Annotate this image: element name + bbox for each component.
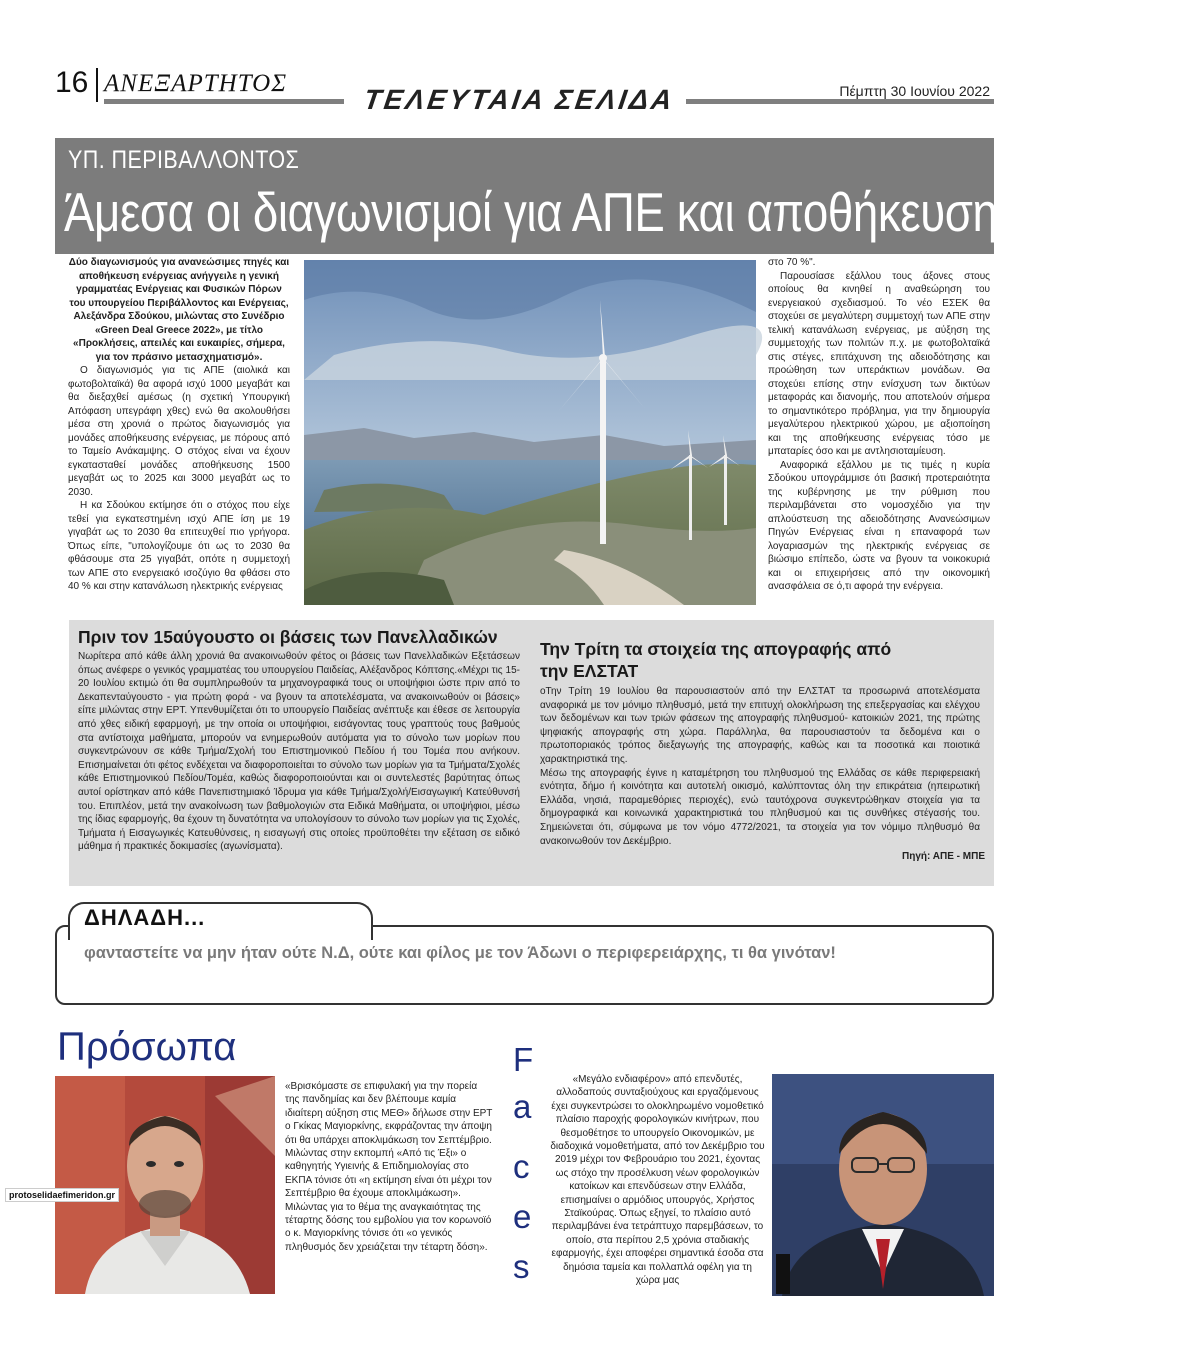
face-right-text: «Μεγάλο ενδιαφέρον» από επενδυτές, αλλοδαπούς συνταξιούχους και εργαζόμενους έχει συγκεντρώσει το ολοκληρωμένο νομοθετικό πλαίσιο παροχής φορολογικών κινήτρων, που θεσμοθέτησε το υπουργείο Οικονομικών, με διαδοχικά νομοθετήματα, από τον Δεκέμβριο του 2019 μέχρι τον Φεβρουάριο του 2021, έχοντας ως στόχο την προσέλκυση νέων φορολογικών κατοίκων και επενδύσεων στην Ελλάδα, επισημαίνει ο αρμόδιος υπουργός, Χρήστος Σταϊκούρας. Όπως εξηγεί, το πλαίσιο αυτό περιλαμβάνει ένα τετράπτυχο παρεμβάσεων, το οποίο, στα περίπου 2,5 χρόνια σταδιακής εφαρμογής, έχει αποφέρει σημαντικά έσοδα στα δημόσια ταμεία και πολλαπλά οφέλη για τη χώρα μας [550,1074,765,1287]
news-left-body: Νωρίτερα από κάθε άλλη χρονιά θα ανακοινωθούν φέτος οι βάσεις των Πανελλαδικών Εξετάσεων όπως ανέφερε ο γενικός γραμματέας του υπουργείου Παιδείας, Αλέξανδρος Κόπτσης.«Μέχρι τις 15-20 Ιουλίου εκτιμώ ότι θα συμπληρωθούν τα μηχανογραφικά τους οι υποψήφιοι ώστε πριν από το Δεκαπενταύγουστο - για πρώτη φορά - να βγουν τα αποτελέσματα, να ανακοινωθούν οι βάσεις» είπε μιλώντας στην ΕΡΤ. Υπενθυμίζεται ότι το υπουργείο Παιδείας ανέπτυξε και έθεσε σε λειτουργία από χθες ειδική εφαρμογή, με την οποία οι υποψήφιοι, εισάγοντας τους γραπτούς τους βαθμούς στα αντίστοιχα μαθήματα, μπορούν να ενημερωθούν αυτόματα για το σύνολο των μορίων που συγκεντρώνουν σε κάθε Τμήμα/Σχολή του Επιστημονικού Πεδίου ή του Τομέα που ανήκουν. Επισημαίνεται ότι φέτος ενδέχεται να διαφοροποιείται το σύνολο των μορίων για τα Τμήματα/Σχολές κάθε Επιστημονικού Πεδίου/Τομέα, καθώς διαφοροποιούνται και οι συντελεστές βαρύτητας όπως αυτοί ορίστηκαν από κάθε Πανεπιστημιακό Ίδρυμα για κάθε Τμήμα/Σχολή/Εισαγωγική Κατεύθυνσή του. Επιπλέον, μετά την ανακοίνωση των βαθμολογιών στα Ειδικά Μαθήματα, οι υποψήφιοι, μέσω της ίδιας εφαρμογής, θα έχουν τη δυνατότητα να υπολογίσουν το σύνολο των μορίων για τις Σχολές, Τμήματα ή Εισαγωγικές Κατευθύνσεις, η εισαγωγή στις οποίες προϋποθέτει την εξέταση σε ειδικό μάθημα ή πρακτικές δοκιμασίες (αγωνίσματα). [78,651,520,853]
section-title: ΤΕΛΕΥΤΑΙΑ ΣΕΛΙΔΑ [361,84,677,115]
faces-letter: e [513,1198,532,1235]
news-left-title: Πριν τον 15αύγουστο οι βάσεις των Πανελλαδικών [78,627,498,647]
dilladi-text: φανταστείτε να μην ήταν ούτε Ν.Δ, ούτε και φίλος με τον Άδωνι ο περιφερειάρχης, τι θα γινόταν! [84,944,836,962]
paper-name: ΑΝΕΞΑΡΤΗΤΟΣ [104,70,288,97]
article-paragraph: Παρουσίασε εξάλλου τους άξονες στους οποίους θα κινηθεί η αναθεώρηση του ενεργειακού σχεδιασμού. Το νέο ΕΣΕΚ θα στοχεύει σε μεγαλύτερη συμμετοχή των ΑΠΕ στην τελική κατανάλωση ενέργειας, με αύξηση της συμμετοχής των πολιτών π.χ. με φωτοβολταϊκά στις στέγες, επιτάχυνση της αδειοδότησης και προώθηση των υπεράκτιων μονάδων. Θα στοχεύει επίσης στην ενίσχυση των δικτύων μεταφοράς και διανομής, που αποτελούν σήμερα το σημαντικότερο πρόβλημα, για την δημιουργία μεγαλύτερου ηλεκτρικού χώρου, με αξιοποίηση και της αποθήκευσης ενέργειας τόσο με μπαταρίες όσο και με αντλησιοταμίευση. [768,270,990,457]
dilladi-title: ΔΗΛΑΔΗ... [84,905,206,930]
faces-section-title: Πρόσωπα [57,1025,237,1069]
article-paragraph: Η κα Σδούκου εκτίμησε ότι ο στόχος που είχε τεθεί για εγκατεστημένη ισχύ ΑΠΕ ίση με 19 γιγαβάτ ως το 2030 θα επιτευχθεί πιο γρήγορα. Όπως είπε, "υπολογίζουμε ότι ως το 2030 θα φθάσουμε στα 25 γιγαβάτ, οπότε η συμμετοχή των ΑΠΕ στο ενεργειακό ισοζύγιο θα φθάσει στο 40 % και στην κατανάλωση ηλεκτρικής ενέργειας [68,500,290,592]
article-lead: Δύο διαγωνισμούς για ανανεώσιμες πηγές και αποθήκευση ενέργειας ανήγγειλε η γενική γραμματέας Ενέργειας και Φυσικών Πόρων του υπουργείου Περιβάλλοντος και Ενέργειας, Αλεξάνδρα Σδούκου, μιλώντας στο Συνέδριο «Green Deal Greece 2022», με τίτλο «Προκλήσεις, απειλές και ευκαιρίες, σήμερα, για τον πράσινο μετασχηματισμό». [68,257,290,363]
masthead-bar-right [686,99,994,104]
publication-date: Πέμπτη 30 Ιουνίου 2022 [839,83,990,99]
masthead-bar-left [104,99,344,104]
wind-turbines-photo [304,260,756,605]
masthead-divider [96,68,98,102]
article-left-column [68,256,290,594]
page-number: 16 [55,66,89,99]
faces-letter: c [513,1148,530,1185]
faces-letter: a [513,1088,532,1125]
headline: Άμεσα οι διαγωνισμοί για ΑΠΕ και αποθήκευση ενέργειας [64,181,1197,243]
article-paragraph: Αναφορικά εξάλλου με τις τιμές η κυρία Σδούκου υπογράμμισε ότι βασική προτεραιότητα της κυβέρνησης με την ρύθμιση που περιλαμβάνεται στο νομοσχέδιο για την απλούστευση της αδειοδότησης Ανανεώσιμων Πηγών Ενέργειας είναι η επαναφορά των λογαριασμών της ηλεκτρικής ενέργειας σε βιώσιμο επίπεδο, ώστε να βγουν τα νοικοκυριά και οι επιχειρήσεις από την οικονομική ανασφάλεια σε ό,τι αφορά την ενέργεια. [768,459,990,592]
news-right-body [540,685,980,848]
article-paragraph: Ο διαγωνισμός για τις ΑΠΕ (αιολικά και φωτοβολταϊκά) θα αφορά ισχύ 1000 μεγαβάτ και θα διεξαχθεί αμέσως (η σχετική Υπουργική Απόφαση υπεγράφη χθες) ενώ θα ακολουθήσει μέσα στη χρονιά ο πρώτος διαγωνισμός για μονάδες αποθήκευσης ενέργειας, με πόρους από το Ταμείο Ανάκαμψης. Ο στόχος είναι να έχουν εγκατασταθεί μονάδες αποθήκευσης 1500 μεγαβάτ ως το 2025 και 3000 μεγαβάτ ως το 2030. [68,365,290,498]
news-right-paragraph: οΤην Τρίτη 19 Ιουλίου θα παρουσιαστούν από την ΕΛΣΤΑΤ τα προσωρινά αποτελέσματα αναφορικά με τον μόνιμο πληθυσμό, μετά την επιτυχή ολοκλήρωση της επεξεργασίας και ελέγχου των δεδομένων και των τριών φάσεων της απογραφής πληθυσμού- κατοικιών 2021, της πρώτης ψηφιακής απογραφής στη χώρα. Παράλληλα, θα παρουσιαστούν τα δεδομένα και ο πρωτοποριακός τρόπος διεξαγωγής της απογραφής, καθώς και τα ποσοτικά και ποιοτικά χαρακτηριστικά της. [540,686,980,765]
watermark: protoselidaefimeridon.gr [5,1188,119,1202]
face-left-text: «Βρισκόμαστε σε επιφυλακή για την πορεία της πανδημίας και δεν βλέπουμε καμία ιδιαίτερη αύξηση στις ΜΕΘ» δήλωσε στην ΕΡΤ ο Γκίκας Μαγιορκίνης, εκφράζοντας την άποψη ότι θα υπάρχει αποκλιμάκωση τον Σεπτέμβριο. Μιλώντας στην εκπομπή «Από τις Έξι» ο καθηγητής Υγιεινής & Επιδημιολογίας στο ΕΚΠΑ τόνισε ότι «η εκτίμηση είναι ότι μέχρι τον Σεπτέμβριο θα έχουμε αποκλιμάκωση». Μιλώντας για το θέμα της αναγκαιότητας της τέταρτης δόσης του εμβολίου για τον κορωνοϊό ο κ. Μαγιορκίνης τόνισε ότι «ο γενικός πληθυσμός δεν χρειάζεται την τέταρτη δόση». [285,1081,493,1253]
article-paragraph: στο 70 %". [768,257,816,268]
headline-kicker: ΥΠ. ΠΕΡΙΒΑΛΛΟΝΤΟΣ [68,146,300,174]
news-right-paragraph: Μέσω της απογραφής έγινε η καταμέτρηση του πληθυσμού της Ελλάδας σε κάθε περιφερειακή ενότητα, δήμο ή κοινότητα και αυτοτελή οικισμό, καλύπτοντας όλη την επικράτεια (ηπειρωτική Ελλάδα, νησιά, παραμεθόριες περιοχές), ενώ ταυτόχρονα συγκεντρώθηκαν στοιχεία για τα δημογραφικά και κοινωνικά χαρακτηριστικά του πληθυσμού και τις συνθήκες στέγασής του. Σημειώνεται ότι, σύμφωνα με τον νόμο 4772/2021, τα στοιχεία για τον νόμιμο πληθυσμό θα ανακοινωθούν τον Δεκέμβριο. [540,767,980,847]
news-source: Πηγή: ΑΠΕ - ΜΠΕ [902,851,985,862]
portrait-photo-left [55,1076,275,1294]
faces-letter: F [513,1041,534,1078]
portrait-photo-right [772,1074,994,1296]
article-right-column [768,256,990,594]
news-right-title: Την Τρίτη τα στοιχεία της απογραφής από την ΕΛΣΤΑΤ [540,639,892,681]
microphone-icon [776,1254,790,1294]
faces-letter: s [513,1248,530,1285]
